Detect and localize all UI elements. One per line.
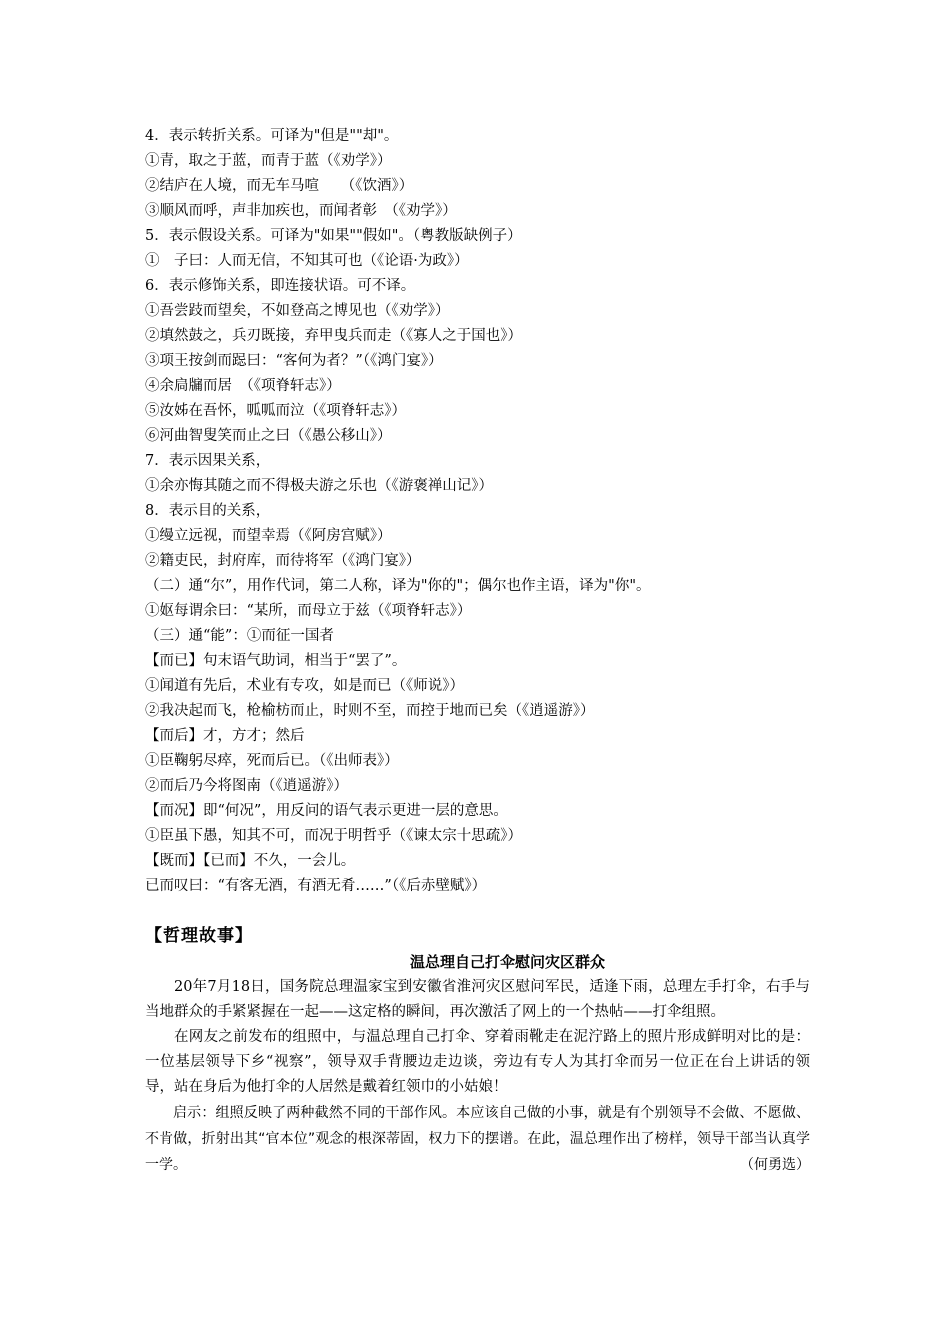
text-line: 7．表示因果关系， [145, 453, 271, 469]
text-line: （二）通“尔”，用作代词，第二人称，译为"你的"；偶尔也作主语，译为"你"。 [145, 578, 651, 594]
text-line: 【而已】句末语气助词，相当于“罢了”。 [145, 653, 407, 669]
text-line: ②我决起而飞，枪榆枋而止，时则不至，而控于地而已矣（《逍遥游》） [145, 703, 595, 719]
text-line: ①妪每谓余曰：“某所，而母立于兹（《项脊轩志》） [145, 603, 472, 619]
text-line: （三）通“能”：①而征一国者 [145, 628, 334, 644]
story-paragraph-1: 20年7月18日，国务院总理温家宝到安徽省淮河灾区慰问军民，适逢下雨，总理左手打伞，右手与当地群众的手紧紧握在一起——这定格的瞬间，再次激活了网上的一个热帖——打伞组照。 [145, 979, 810, 1020]
text-line: 【而况】即“何况”，用反问的语气表示更进一层的意思。 [145, 803, 508, 819]
text-line: ②结庐在人境，而无车马喧 （《饮酒》） [145, 178, 414, 194]
usage-notes [145, 124, 810, 899]
text-line: ①余亦悔其随之而不得极夫游之乐也（《游褒禅山记》） [145, 478, 493, 494]
story-title: 温总理自己打伞慰问灾区群众 [409, 953, 605, 971]
text-line: ①吾尝跂而望矣，不如登高之博见也（《劝学》） [145, 303, 450, 319]
text-line: ⑤汝姊在吾怀，呱呱而泣（《项脊轩志》） [145, 403, 406, 419]
document-content [145, 124, 810, 1178]
text-line: 已而叹曰：“有客无酒，有酒无肴……”（《后赤壁赋》） [145, 878, 487, 894]
text-line: 6．表示修饰关系，即连接状语。可不译。 [145, 278, 416, 294]
text-line: ③顺风而呼，声非加疾也，而闻者彰 （《劝学》） [145, 203, 457, 219]
text-line: ②而后乃今将图南（《逍遥游》） [145, 778, 348, 794]
story-paragraph-2: 在网友之前发布的组照中，与温总理自己打伞、穿着雨靴走在泥泞路上的照片形成鲜明对比的是：一位基层领导下乡“视察”，领导双手背腰边走边谈，旁边有专人为其打伞而另一位正在台上讲话的领导，站在身后为他打伞的人居然是戴着红领巾的小姑娘！ [145, 1029, 810, 1095]
text-line: ④余扃牖而居 （《项脊轩志》） [145, 378, 341, 394]
story-credit: （何勇选） [740, 1157, 810, 1173]
text-line: ①臣鞠躬尽瘁，死而后已。（《出师表》） [145, 753, 399, 769]
text-line: 8．表示目的关系， [145, 503, 271, 519]
section-gap [145, 899, 810, 922]
section-heading: 【哲理故事】 [145, 926, 253, 946]
text-line: ①缦立远视，而望幸焉（《阿房宫赋》） [145, 528, 392, 544]
text-line: 5．表示假设关系。可译为"如果""假如"。（粤教版缺例子） [145, 228, 522, 244]
text-line: ①青，取之于蓝，而青于蓝（《劝学》） [145, 153, 392, 169]
text-line: 【而后】才，方才；然后 [145, 728, 305, 744]
text-line: ②籍吏民，封府库，而待将军（《鸿门宴》） [145, 553, 421, 569]
text-line: ②填然鼓之，兵刃既接，弃甲曳兵而走（《寡人之于国也》） [145, 328, 522, 344]
text-line: 【既而】【已而】不久，一会儿。 [145, 853, 356, 869]
text-line: ⑥河曲智叟笑而止之曰（《愚公移山》） [145, 428, 392, 444]
moral-text: 启示：组照反映了两种截然不同的干部作风。本应该自己做的小事，就是有个别领导不会做、不愿做、不肯做，折射出其“官本位”观念的根深蒂固，权力下的摆谱。在此，温总理作出了榜样，领导干部当认真学一学。 [145, 1105, 810, 1173]
text-line: 4．表示转折关系。可译为"但是""却"。 [145, 128, 399, 144]
story-moral [145, 1100, 810, 1178]
text-line: ①臣虽下愚，知其不可，而况于明哲乎（《谏太宗十思疏》） [145, 828, 522, 844]
text-line: ③项王按剑而跽曰：“客何为者？”（《鸿门宴》） [145, 353, 443, 369]
text-line: ① 子曰：人而无信，不知其可也（《论语·为政》） [145, 253, 469, 269]
text-line: ①闻道有先后，术业有专攻，如是而已（《师说》） [145, 678, 464, 694]
